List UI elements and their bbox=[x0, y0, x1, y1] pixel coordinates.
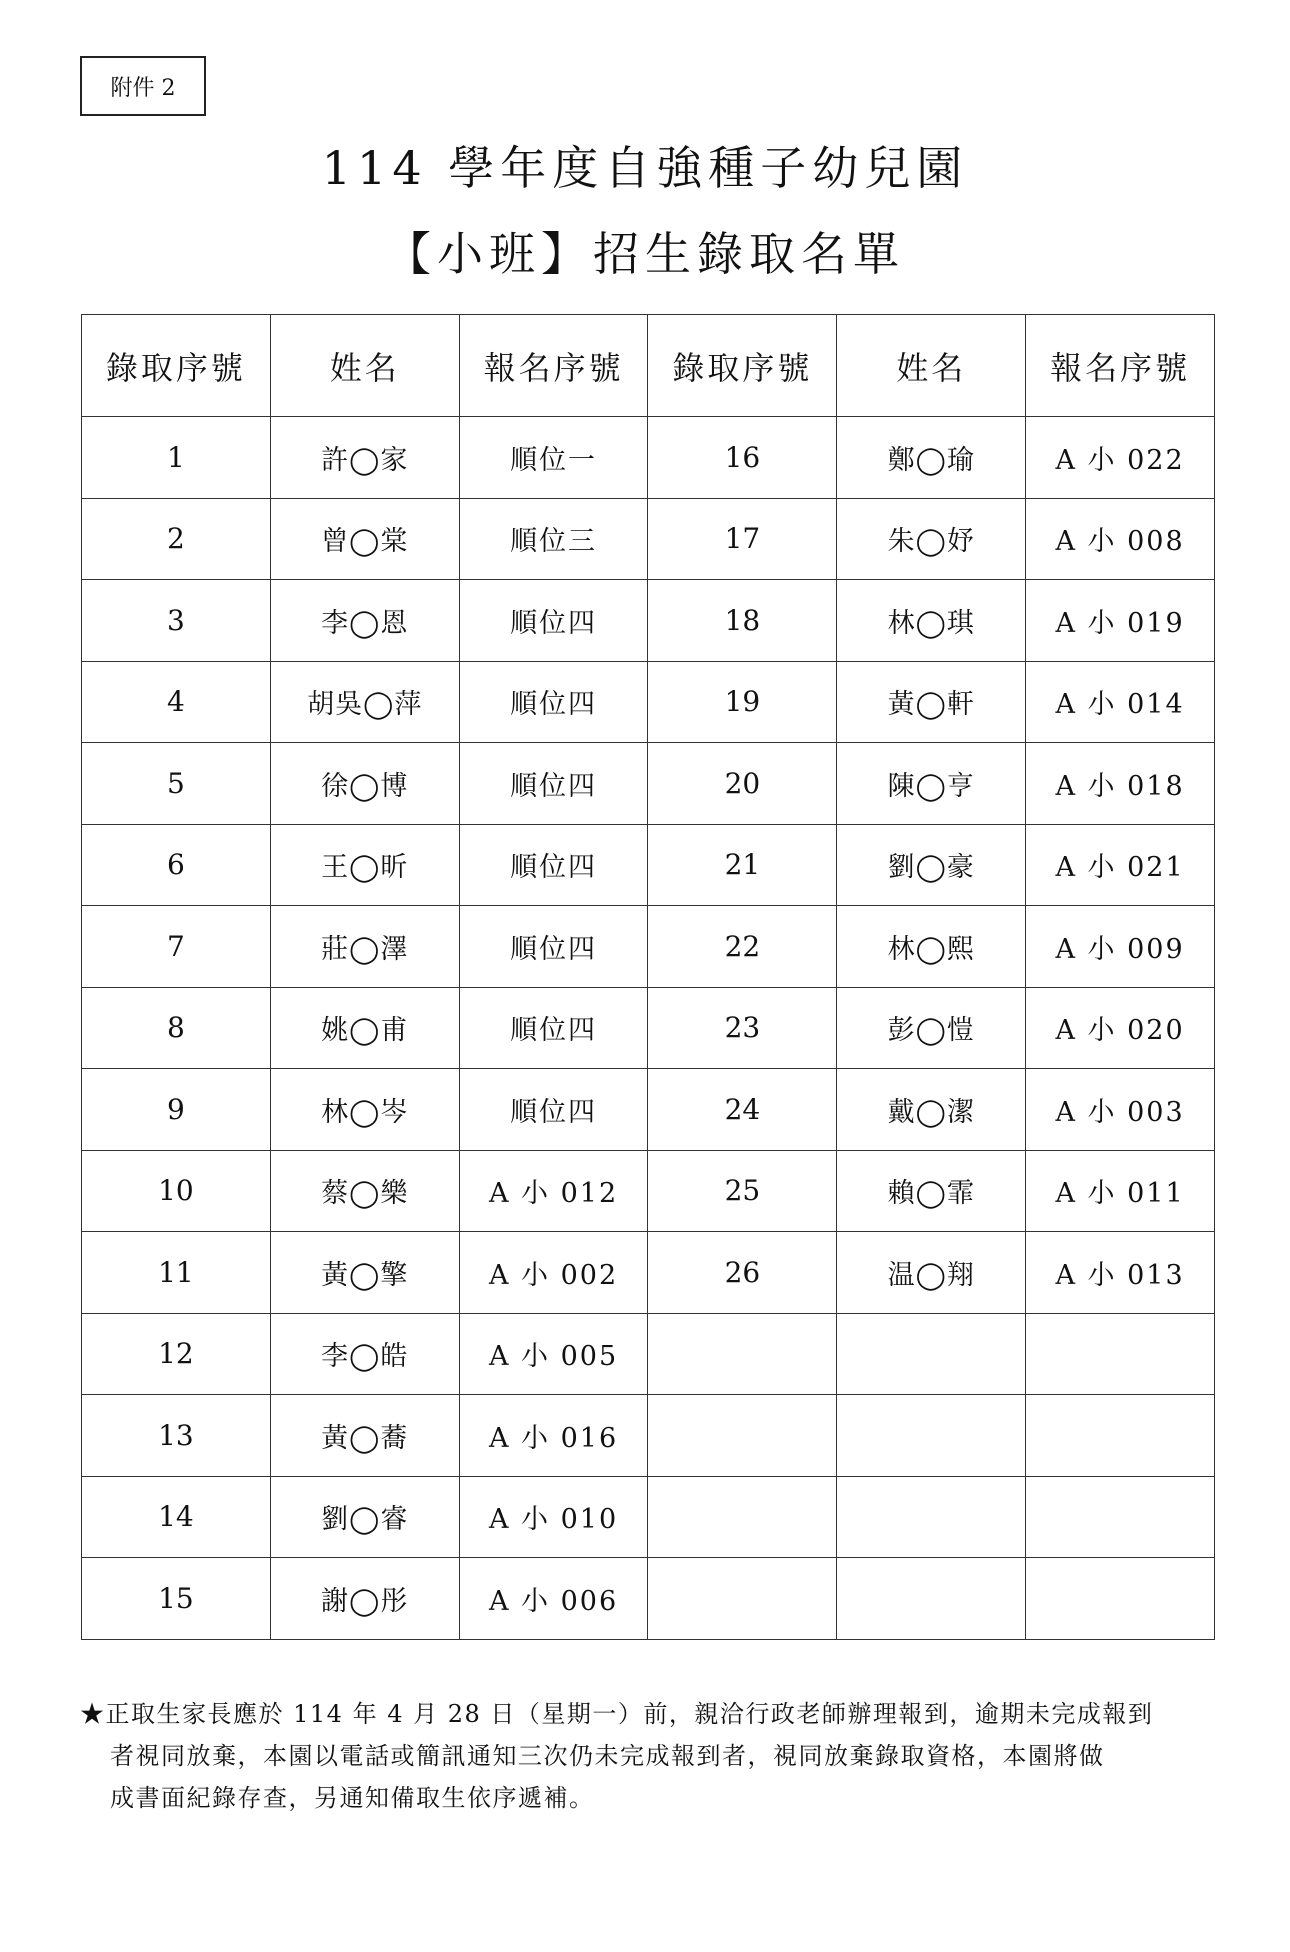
cell-registration-no: A 小 008 bbox=[1026, 498, 1215, 580]
cell-admission-no: 22 bbox=[648, 906, 837, 988]
table-row bbox=[82, 1069, 1215, 1151]
cell-student-name: 劉◯豪 bbox=[837, 824, 1026, 906]
page-subtitle: 【小班】招生錄取名單 bbox=[385, 227, 905, 281]
cell-registration-no: A 小 009 bbox=[1026, 906, 1215, 988]
table-row bbox=[82, 1476, 1215, 1558]
cell-admission-no: 26 bbox=[648, 1232, 837, 1314]
cell-student-name: 林◯岑 bbox=[270, 1069, 459, 1151]
cell-student-name: 胡吳◯萍 bbox=[270, 661, 459, 743]
cell-student-name: 蔡◯樂 bbox=[270, 1150, 459, 1232]
page-title: 114 學年度自強種子幼兒園 bbox=[321, 141, 969, 195]
cell-registration-no: A 小 005 bbox=[459, 1313, 648, 1395]
cell-registration-no: A 小 018 bbox=[1026, 743, 1215, 825]
cell-admission-no: 17 bbox=[648, 498, 837, 580]
cell-student-name: 李◯皓 bbox=[270, 1313, 459, 1395]
cell-registration-no: 順位三 bbox=[459, 498, 648, 580]
table-header-row bbox=[82, 315, 1215, 417]
cell-admission-no: 15 bbox=[82, 1558, 271, 1640]
cell-registration-no: 順位四 bbox=[459, 906, 648, 988]
table-row bbox=[82, 661, 1215, 743]
cell-registration-no bbox=[1026, 1395, 1215, 1477]
cell-registration-no: 順位四 bbox=[459, 661, 648, 743]
cell-student-name: 徐◯博 bbox=[270, 743, 459, 825]
cell-admission-no: 2 bbox=[82, 498, 271, 580]
cell-student-name: 林◯熙 bbox=[837, 906, 1026, 988]
cell-student-name: 劉◯睿 bbox=[270, 1476, 459, 1558]
notice-line-1: ★正取生家長應於 114 年 4 月 28 日（星期一）前，親洽行政老師辦理報到，逾期未完成報到 bbox=[80, 1700, 1154, 1728]
cell-student-name: 賴◯霏 bbox=[837, 1150, 1026, 1232]
cell-student-name: 黃◯軒 bbox=[837, 661, 1026, 743]
table-row bbox=[82, 906, 1215, 988]
cell-student-name: 黃◯擎 bbox=[270, 1232, 459, 1314]
cell-admission-no: 19 bbox=[648, 661, 837, 743]
table-row bbox=[82, 417, 1215, 499]
cell-admission-no: 10 bbox=[82, 1150, 271, 1232]
cell-registration-no: 順位四 bbox=[459, 1069, 648, 1151]
cell-student-name: 鄭◯瑜 bbox=[837, 417, 1026, 499]
cell-registration-no: 順位四 bbox=[459, 824, 648, 906]
cell-student-name: 姚◯甫 bbox=[270, 987, 459, 1069]
header-name-left: 姓名 bbox=[270, 315, 459, 417]
table-row bbox=[82, 1395, 1215, 1477]
cell-admission-no: 8 bbox=[82, 987, 271, 1069]
cell-student-name: 朱◯妤 bbox=[837, 498, 1026, 580]
cell-admission-no: 7 bbox=[82, 906, 271, 988]
cell-admission-no: 4 bbox=[82, 661, 271, 743]
cell-admission-no: 21 bbox=[648, 824, 837, 906]
header-admission-no-right: 錄取序號 bbox=[648, 315, 837, 417]
cell-registration-no: A 小 020 bbox=[1026, 987, 1215, 1069]
cell-registration-no: A 小 014 bbox=[1026, 661, 1215, 743]
cell-registration-no: 順位四 bbox=[459, 743, 648, 825]
cell-registration-no bbox=[1026, 1558, 1215, 1640]
attachment-label: 附件 2 bbox=[80, 56, 206, 116]
cell-admission-no: 16 bbox=[648, 417, 837, 499]
cell-registration-no: A 小 003 bbox=[1026, 1069, 1215, 1151]
cell-admission-no: 5 bbox=[82, 743, 271, 825]
cell-admission-no: 13 bbox=[82, 1395, 271, 1477]
cell-student-name: 温◯翔 bbox=[837, 1232, 1026, 1314]
table-body bbox=[82, 417, 1215, 1640]
cell-admission-no: 18 bbox=[648, 580, 837, 662]
table-row bbox=[82, 1232, 1215, 1314]
cell-student-name: 許◯家 bbox=[270, 417, 459, 499]
cell-student-name: 黃◯蕎 bbox=[270, 1395, 459, 1477]
cell-admission-no: 25 bbox=[648, 1150, 837, 1232]
cell-student-name: 曾◯棠 bbox=[270, 498, 459, 580]
cell-admission-no bbox=[648, 1395, 837, 1477]
cell-registration-no: A 小 021 bbox=[1026, 824, 1215, 906]
notice-line-2: 者視同放棄，本園以電話或簡訊通知三次仍未完成報到者，視同放棄錄取資格，本園將做 bbox=[110, 1742, 1105, 1770]
admission-table bbox=[81, 314, 1215, 1640]
cell-admission-no bbox=[648, 1476, 837, 1558]
cell-student-name: 李◯恩 bbox=[270, 580, 459, 662]
table-row bbox=[82, 824, 1215, 906]
cell-student-name: 林◯琪 bbox=[837, 580, 1026, 662]
table-row bbox=[82, 1313, 1215, 1395]
cell-registration-no: A 小 012 bbox=[459, 1150, 648, 1232]
cell-student-name bbox=[837, 1476, 1026, 1558]
cell-registration-no bbox=[1026, 1476, 1215, 1558]
table-row bbox=[82, 743, 1215, 825]
cell-registration-no: A 小 011 bbox=[1026, 1150, 1215, 1232]
cell-registration-no: 順位一 bbox=[459, 417, 648, 499]
cell-admission-no: 3 bbox=[82, 580, 271, 662]
cell-student-name bbox=[837, 1558, 1026, 1640]
notice-line-3: 成書面紀錄存查，另通知備取生依序遞補。 bbox=[110, 1784, 595, 1812]
cell-registration-no: A 小 010 bbox=[459, 1476, 648, 1558]
cell-admission-no: 9 bbox=[82, 1069, 271, 1151]
cell-admission-no: 11 bbox=[82, 1232, 271, 1314]
cell-student-name: 戴◯潔 bbox=[837, 1069, 1026, 1151]
cell-admission-no bbox=[648, 1313, 837, 1395]
cell-student-name: 莊◯澤 bbox=[270, 906, 459, 988]
cell-admission-no: 14 bbox=[82, 1476, 271, 1558]
cell-admission-no: 24 bbox=[648, 1069, 837, 1151]
cell-registration-no: 順位四 bbox=[459, 987, 648, 1069]
cell-registration-no bbox=[1026, 1313, 1215, 1395]
cell-registration-no: A 小 019 bbox=[1026, 580, 1215, 662]
cell-registration-no: 順位四 bbox=[459, 580, 648, 662]
table-row bbox=[82, 1558, 1215, 1640]
cell-admission-no: 6 bbox=[82, 824, 271, 906]
cell-registration-no: A 小 002 bbox=[459, 1232, 648, 1314]
cell-student-name: 王◯昕 bbox=[270, 824, 459, 906]
table-row bbox=[82, 580, 1215, 662]
cell-registration-no: A 小 016 bbox=[459, 1395, 648, 1477]
cell-student-name: 彭◯愷 bbox=[837, 987, 1026, 1069]
cell-student-name: 謝◯彤 bbox=[270, 1558, 459, 1640]
cell-student-name bbox=[837, 1395, 1026, 1477]
cell-admission-no: 23 bbox=[648, 987, 837, 1069]
cell-admission-no: 20 bbox=[648, 743, 837, 825]
table-row bbox=[82, 1150, 1215, 1232]
header-registration-no-left: 報名序號 bbox=[459, 315, 648, 417]
header-name-right: 姓名 bbox=[837, 315, 1026, 417]
cell-registration-no: A 小 006 bbox=[459, 1558, 648, 1640]
cell-admission-no: 1 bbox=[82, 417, 271, 499]
header-registration-no-right: 報名序號 bbox=[1026, 315, 1215, 417]
cell-registration-no: A 小 013 bbox=[1026, 1232, 1215, 1314]
table-row bbox=[82, 498, 1215, 580]
cell-registration-no: A 小 022 bbox=[1026, 417, 1215, 499]
cell-student-name: 陳◯亨 bbox=[837, 743, 1026, 825]
cell-student-name bbox=[837, 1313, 1026, 1395]
cell-admission-no bbox=[648, 1558, 837, 1640]
header-admission-no-left: 錄取序號 bbox=[82, 315, 271, 417]
cell-admission-no: 12 bbox=[82, 1313, 271, 1395]
notice-text bbox=[80, 1693, 1230, 1819]
table-row bbox=[82, 987, 1215, 1069]
